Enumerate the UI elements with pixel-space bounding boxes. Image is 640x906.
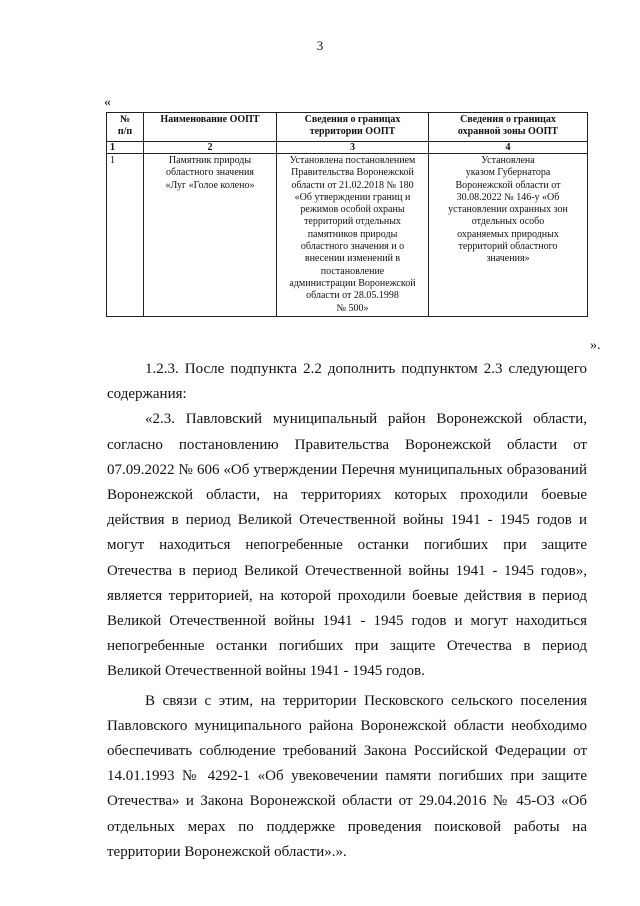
row-number-cell: 1 <box>107 154 144 317</box>
oopt-table <box>106 112 588 317</box>
paragraph-peskovskoye-settlement: В связи с этим, на территории Песковского сельского поселения Павловского муниципального района Воронежской области необходимо обеспечивать соблюдение требований Закона Российской Федерации от 14.01.1993 № 4292-1 «Об увековечении памяти погибших при защите Отечества» и Закона Воронежской области от 29.04.2016 № 45-ОЗ «Об отдельных мерах по поддержке проведения поисковой работы на территории Воронежской области».». <box>107 692 587 860</box>
header-oopt-name: Наименование ООПТ <box>144 113 277 142</box>
paragraph-pavlovsky-district: «2.3. Павловский муниципальный район Воронежской области, согласно постановлению Правительства Воронежской области от 07.09.2022 № 606 «Об утверждении Перечня муниципальных образований Воронежской области, на территориях которых проходили боевые действия в период Великой Отечественной войны 1941 - 1945 годов и могут находиться непогребенные останки погибших при защите Отечества в период Великой Отечественной войны 1941 - 1945 годов», является территорией, на которой проходили боевые действия в период Великой Отечественной войны 1941 - 1945 годов и могут находиться непогребенные останки погибших при защите Отечества в период Великой Отечественной войны 1941 - 1945 годов. <box>107 411 587 680</box>
column-number: 2 <box>144 142 277 154</box>
protection-zone-cell: Установлена указом Губернатора Воронежской области от 30.08.2022 № 146-у «Об установлении охранных зон отдельных особо охраняемых природных территорий областного значения» <box>429 154 588 317</box>
paragraph-amendment: 1.2.3. После подпункта 2.2 дополнить подпунктом 2.3 следующего содержания: <box>107 361 587 403</box>
page-number: 3 <box>316 38 324 53</box>
column-number: 3 <box>277 142 429 154</box>
header-territory-boundaries: Сведения о границах территории ООПТ <box>277 113 429 142</box>
table-row <box>107 154 588 317</box>
header-protection-zone-boundaries: Сведения о границах охранной зоны ООПТ <box>429 113 588 142</box>
closing-quote-mark: ». <box>590 338 601 353</box>
oopt-name-cell: Памятник природы областного значения «Луг «Голое колено» <box>144 154 277 317</box>
header-number: № п/п <box>107 113 144 142</box>
column-number: 4 <box>429 142 588 154</box>
document-body <box>107 357 587 865</box>
column-number: 1 <box>107 142 144 154</box>
opening-quote-mark: « <box>104 95 111 110</box>
table-header-row <box>107 113 588 142</box>
territory-boundaries-cell: Установлена постановлением Правительства Воронежской области от 21.02.2018 № 180 «Об утверждении границ и режимов особой охраны территорий отдельных памятников природы областного значения и о внесении изменений в постановление администрации Воронежской области от 28.05.1998 № 500» <box>277 154 429 317</box>
column-number-row <box>107 142 588 154</box>
